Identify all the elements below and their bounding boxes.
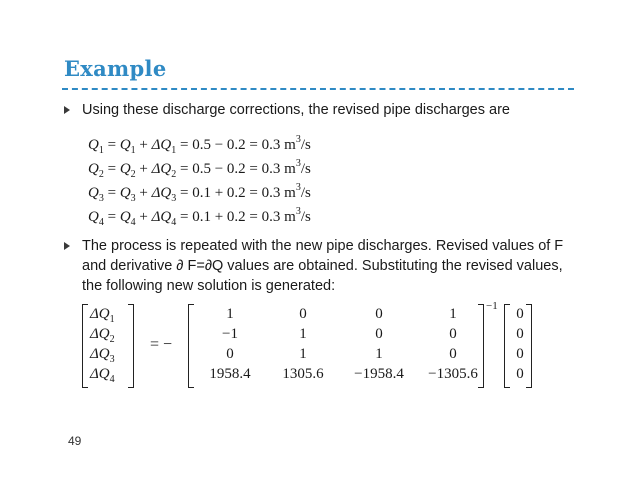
matrix-cell: 0 bbox=[375, 326, 383, 342]
lhs-vector-entry: $\Delta Q_4$ bbox=[90, 366, 115, 385]
matrix-cell: 1 bbox=[375, 346, 383, 362]
rhs-vector-entry: 0 bbox=[516, 326, 524, 342]
equation-row: $Q_2 = Q_2 + \Delta Q_2 = 0.5 - 0.2 = 0.3$ $m^3/s$ bbox=[88, 158, 311, 180]
right-bracket bbox=[526, 304, 532, 388]
equation-row: $Q_1 = Q_1 + \Delta Q_1 = 0.5 - 0.2 = 0.3$ $m^3/s$ bbox=[88, 134, 311, 156]
left-bracket bbox=[188, 304, 194, 388]
equals-minus-operator: = − bbox=[150, 336, 173, 353]
matrix-equation bbox=[74, 300, 554, 392]
equation-block bbox=[88, 128, 311, 228]
matrix-cell: 1 bbox=[299, 346, 307, 362]
right-bracket bbox=[478, 304, 484, 388]
lhs-vector-entry: $\Delta Q_3$ bbox=[90, 346, 115, 365]
matrix-cell: 1 bbox=[299, 326, 307, 342]
matrix-cell: 1 bbox=[449, 306, 457, 322]
matrix-cell: 0 bbox=[226, 346, 234, 362]
matrix-cell: 0 bbox=[299, 306, 307, 322]
title-divider bbox=[62, 88, 574, 90]
equation-row: $Q_3 = Q_3 + \Delta Q_3 = 0.1 + 0.2 = 0.3$ $m^3/s$ bbox=[88, 182, 311, 204]
rhs-vector-entry: 0 bbox=[516, 366, 524, 382]
bullet-text: The process is repeated with the new pipe discharges. Revised values of F and derivative ∂ F=∂Q values are obtained. Substituting the revised values, the following new solution is generated: bbox=[82, 238, 564, 294]
matrix-cell: 0 bbox=[375, 306, 383, 322]
matrix-cell: −1958.4 bbox=[354, 366, 404, 382]
bullet-arrow-icon bbox=[64, 106, 70, 114]
inverse-exponent: −1 bbox=[486, 300, 498, 312]
right-bracket bbox=[128, 304, 134, 388]
matrix-cell: −1 bbox=[222, 326, 238, 342]
matrix-cell: 0 bbox=[449, 346, 457, 362]
matrix-cell: −1305.6 bbox=[428, 366, 478, 382]
matrix-cell: 1305.6 bbox=[282, 366, 324, 382]
matrix-cell: 1 bbox=[226, 306, 234, 322]
bullet-text: Using these discharge corrections, the revised pipe discharges are bbox=[82, 102, 510, 118]
equation-row: $Q_4 = Q_4 + \Delta Q_4 = 0.1 + 0.2 = 0.3$ $m^3/s$ bbox=[88, 206, 311, 228]
rhs-vector-entry: 0 bbox=[516, 346, 524, 362]
left-bracket bbox=[82, 304, 88, 388]
matrix-cell: 1958.4 bbox=[209, 366, 251, 382]
lhs-vector-entry: $\Delta Q_1$ bbox=[90, 306, 115, 325]
lhs-vector-entry: $\Delta Q_2$ bbox=[90, 326, 115, 345]
matrix-cell: 0 bbox=[449, 326, 457, 342]
page-number: 49 bbox=[68, 434, 82, 448]
bullet-arrow-icon bbox=[64, 242, 70, 250]
rhs-vector-entry: 0 bbox=[516, 306, 524, 322]
slide-title: Example bbox=[64, 56, 167, 81]
